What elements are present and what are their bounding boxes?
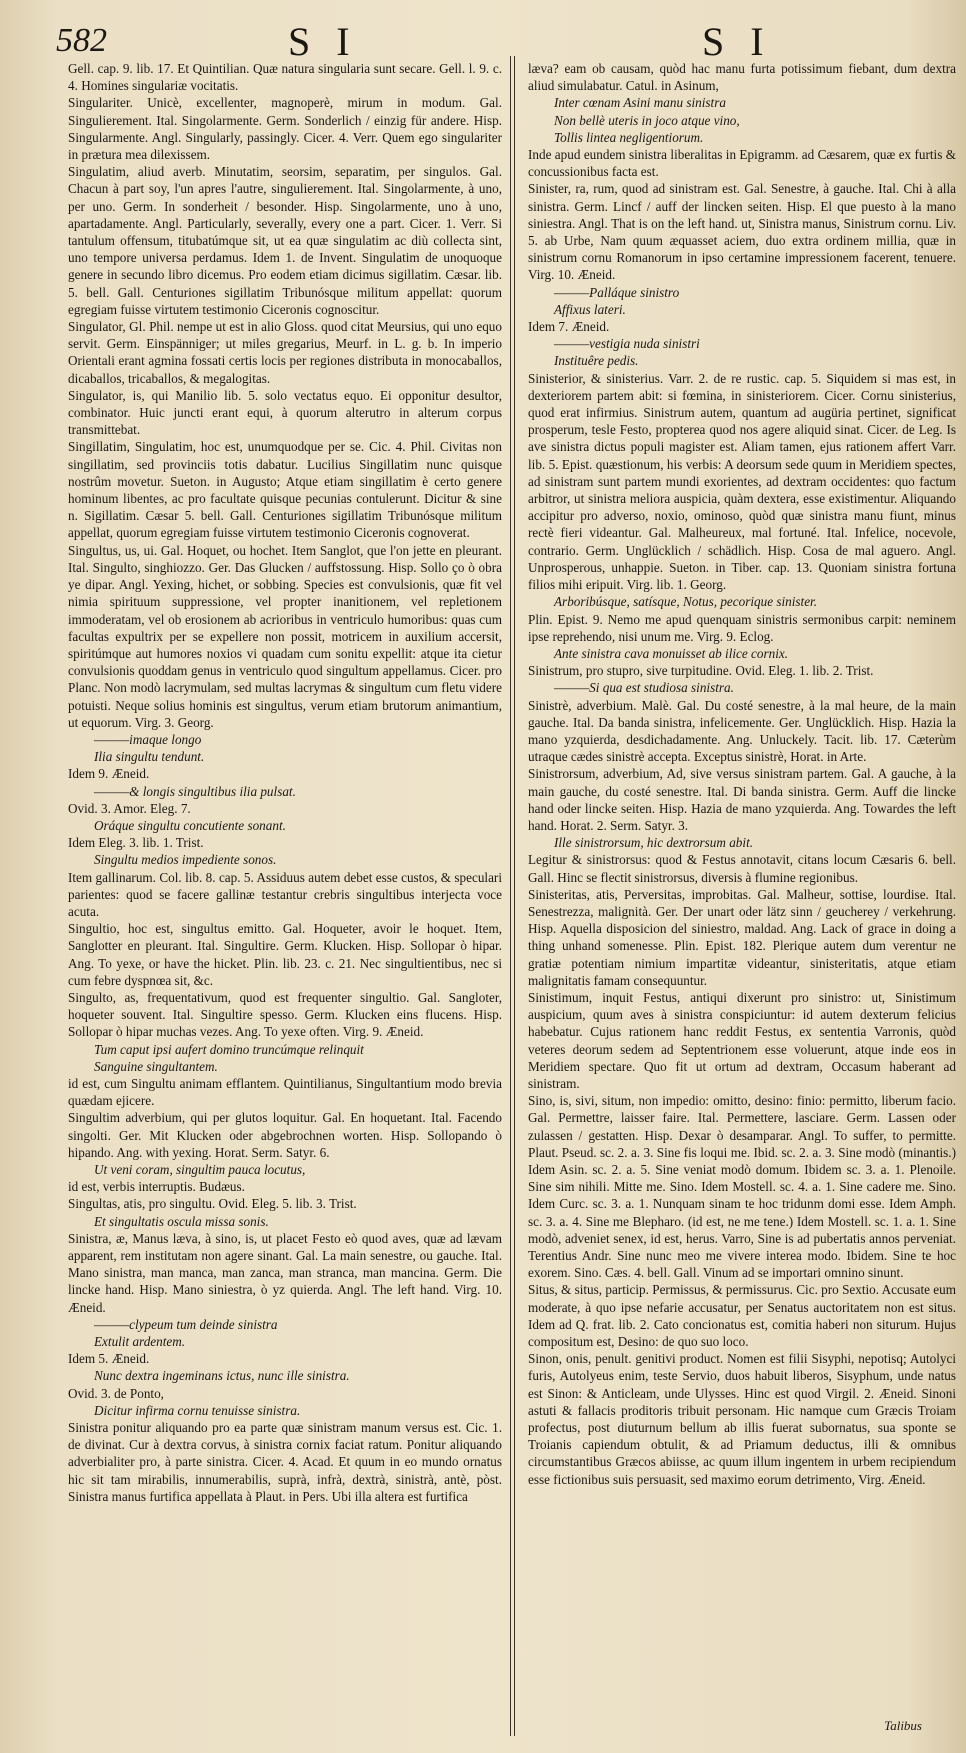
verse: Extulit ardentem. — [94, 1334, 186, 1350]
verse: Affixus lateri. — [554, 301, 626, 317]
entry: Singultio, hoc est, singultus emitto. Gal. Hoqueter, avoir le hoquet. Item, Sanglotter en pleurant. Ital. Singultire. Germ. Klucken. Hisp. Sollopar ò hipar. Ang. To yexe, or have the hicket. Plin. lib. 23. c. 21. Nec singultientibus, nec si cum febre dyspnœa sit, &c. — [68, 921, 502, 988]
verse: Oráque singultu concutiente sonant. — [94, 817, 286, 833]
verse: ———vestigia nuda sinistri — [554, 336, 700, 352]
entry: Ovid. 3. Amor. Eleg. 7. — [68, 800, 191, 816]
entry: Sinistrè, adverbium. Malè. Gal. Du costé senestre, à la mal heure, de la main gauche. Ital. Da banda sinistra, infelicemente. Ger. Unglücklich. Hisp. Hazia la mano yzquierda, desdichadamente. Ang. Unluckely. Tacit. lib. 17. Cæterùm utraque cædes sinistrè accepta. Exceptus sinistrè, Horat. in Arte. — [528, 697, 956, 765]
verse: ———& longis singultibus ilia pulsat. — [94, 783, 296, 799]
page-number: 582 — [56, 22, 107, 59]
verse: Non bellè uteris in joco atque vino, — [554, 112, 740, 128]
column-rule — [510, 56, 515, 1736]
verse: Arboribúsque, satísque, Notus, pecorique sinister. — [554, 594, 818, 610]
verse: ———Si qua est studiosa sinistra. — [554, 680, 734, 696]
entry: Idem 9. Æneid. — [68, 766, 150, 782]
left-column — [68, 60, 502, 1740]
entry: id est, cum Singultu animam efflantem. Quintilianus, Singultantium modo brevia quædam ejicere. — [68, 1075, 502, 1109]
catchword: Talibus — [884, 1718, 922, 1733]
entry: Sinon, onis, penult. genitivi product. Nomen est filii Sisyphi, nepotisq; Autolyci furis, Autolyeus enim, teste Servio, duos habuit liberos, Sisyphum, unde natus est Sinon: & Anticleam, unde Ulysses. Hinc est quod Virgil. 2. Æneid. Sinoni astuti & fallacis proditoris tribuit personam. Hic namque cum Græcis Troiam profectus, post diuturnum bellum ab illis fuerat subornatus, sua sponte se Troianis capiendum obtulit, & ad Priamum deductus, illi & omnibus circumstantibus Græcos abiisse, ac quum illum ingentem in urbem recipiendum esse fictionibus suis persuasit, sed maximo eorum detrimento, Virg. Æneid. — [528, 1351, 956, 1487]
verse: Et singultatis oscula missa sonis. — [94, 1213, 269, 1229]
entry: Idem Eleg. 3. lib. 1. Trist. — [68, 835, 204, 851]
entry: Sinisterior, & sinisterius. Varr. 2. de re rustic. cap. 5. Siquidem si mas est, in dexteriorem partem abit: si fœmina, in sinisteriorem. Cicer. Cornu sinisterius, quod erat infirmius. Sinistrum autem, quantum ad augüria pertinet, significat prosperum, tesle Festo, propterea quod nos agere aliquid sinat. Cicer. de Leg. Is ave sinistra dictus populi magister est. Aliam tamen, ejus rationem affert Varr. lib. 5. Epist. quæstionum, his verbis: A deorsum sede quum in Meridiem spectes, ad sinistram sunt partem mundi exorientes, ad dextram occidentes: quo factum arbitror, ut sinistra meliora auspicia, quàm dextera, esse existimentur. Aliquando accipitur pro adverso, noxio, ominoso, quòd quæ sinistra manu fiunt, minus rectè fieri videantur. Gal. Malheureux, mal fortuné. Ital. Infelice, nocevole, contrario. Germ. Unglücklich / schädlich. Hisp. Cosa de mal aguero. Angl. Unprosperous, unhappie. Sueton. in Tiber. cap. 13. Quoniam sinistra fortuna filios mihi eripuit. Virg. lib. 1. Georg. — [528, 370, 956, 593]
entry: Sinistra, æ, Manus læva, à sino, is, ut placet Festo eò quod aves, quæ ad lævam apparent, rem institutam non agere sinant. Gal. La main senestre, ou gauche. Ital. Mano sinistra, man manca, man zanca, man stranca, man mancina. Germ. Die lincke hand. Hisp. Mano siniestra, ò yz quierda. Angl. The left hand. Virg. 10. Æneid. — [68, 1230, 502, 1315]
entry: Singulator, is, qui Manilio lib. 5. solo vectatus equo. Ei opponitur desultor, combinator. Huic juncti erant equi, à quorum alterutro in alterum corpus transmittebat. — [68, 387, 502, 438]
entry: Item gallinarum. Col. lib. 8. cap. 5. Assiduus autem debet esse custos, & speculari parientes: quod se facere gallinæ testantur crebris singultibus interjecta voce acuta. — [68, 869, 502, 919]
entry: læva? eam ob causam, quòd hac manu furta potissimum fiebant, dum dextra aliud simulabatur. Catul. in Asinum, — [528, 61, 956, 94]
verse: Ilia singultu tendunt. — [94, 749, 205, 765]
running-head-right: S I — [702, 19, 772, 64]
entry: Singulto, as, frequentativum, quod est frequenter singultio. Gal. Sangloter, hoqueter souvent. Ital. Singultire spesso. Germ. Klucken eins flucens. Hisp. Sollopar ò hipar muchas vezes. Ang. To yexe often. Virg. 9. Æneid. — [68, 989, 502, 1040]
entry: id est, verbis interruptis. Budæus. — [68, 1179, 245, 1195]
entry: Sinistra ponitur aliquando pro ea parte quæ sinistram manum versus est. Cic. 1. de divinat. Cur à dextra corvus, à sinistra cornix faciat ratum. Ponitur aliquando adverbialiter pro, à parte sinistra. Cicer. 4. Acad. Et quum in eo mundo ornatus hic sit tam mirabilis, innumerabilis, suprà, infrà, dextrà, sinistrà, antè, pòst. Sinistra manus furtifica appellata à Plaut. in Pers. Ubi illa altera est furtifica — [68, 1420, 502, 1504]
verse: Sanguine singultantem. — [94, 1058, 218, 1074]
verse: Tum caput ipsi aufert domino truncúmque relinquit — [94, 1041, 364, 1057]
verse: Ille sinistrorsum, hic dextrorsum abit. — [554, 835, 754, 851]
entry: Singulator, Gl. Phil. nempe ut est in alio Gloss. quod citat Meursius, qui uno equo servit. Germ. Einspänniger; ut miles gregarius, Meurf. in L. g. b. In imperio Orientali erant agmina fossati certis locis per regiones distributa in monocaballos, dicaballos, tricaballos, & megalogitas. — [68, 319, 502, 386]
entry: Idem 5. Æneid. — [68, 1351, 150, 1367]
running-head-left: S I — [288, 19, 358, 64]
entry: Ovid. 3. de Ponto, — [68, 1385, 164, 1401]
entry: Legitur & sinistrorsus: quod & Festus annotavit, citans locum Cæsaris 6. bell. Gall. Hinc se flectit sinistrorsus, diversis à flumine regionibus. — [528, 852, 956, 885]
entry: Sinistrorsum, adverbium, Ad, sive versus sinistram partem. Gal. A gauche, à la main gauche, du costé senestre. Ital. Di banda sinistra. Germ. Auff die lincke hand oder lincke seiten. Hisp. Hazia de mano yzquierda. Ang. Towardes the left hand. Horat. 2. Serm. Satyr. 3. — [528, 766, 956, 833]
verse: ———Palláque sinistro — [554, 284, 680, 300]
entry: Sinistimum, inquit Festus, antiqui dixerunt pro sinistro: ut, Sinistimum auspicium, quum aves à sinistra conspiciuntur: id autem dexterum felicius habebatur. Cujus rationem hanc reddit Festus, ex sententia Varronis, quòd veteres deorum sedem ad Septentrionem esse voluerunt, atque inde eos in Meridiem spectare. Quo fit ut ortum ad dextram, Occasum haberant ad sinistram. — [528, 989, 956, 1091]
verse: Singultu medios impediente sonos. — [94, 852, 277, 868]
verse: Instituêre pedis. — [554, 353, 639, 369]
entry: Singultas, atis, pro singultu. Ovid. Eleg. 5. lib. 3. Trist. — [68, 1196, 357, 1212]
verse: Nunc dextra ingeminans ictus, nunc ille sinistra. — [94, 1368, 350, 1384]
entry: Singillatim, Singulatim, hoc est, unumquodque per se. Cic. 4. Phil. Civitas non singillatim, sed provinciis totis dabatur. Lucilius Singillatim nunc quisque nostrûm movetur. Sueton. in Augusto; Atque etiam singillatim è certo genere hominum libentes, ac pro facultate quisque pecunias contulerunt. Dicitur & sine n. Sigillatim. Cæsar 5. bell. Gall. Centuriones sigillatim Tribunósque militum appellat, quorum egregiam fuisse virtutem testimonio Ciceronis cognoverat. — [68, 439, 502, 541]
entry: Gell. cap. 9. lib. 17. Et Quintilian. Quæ natura singularia sunt secare. Gell. l. 9. c. 4. Homines singulariæ vocitatis. — [68, 61, 502, 94]
entry: Sinisteritas, atis, Perversitas, improbitas. Gal. Malheur, sottise, lourdise. Ital. Senestrezza, malignità. Ger. Der unart oder lätz sinn / geucherey / verkehrung. Hisp. Aquella disposicion del siniestro, maldad. Ang. Lack of grace in doing a thing unhand somenesse. Plin. Epist. 182. Plerique autem dum verentur ne gratiæ potentiam nimium impartitæ videantur, sinisteritatis, atque etiam malignitatis famam consequuntur. — [528, 886, 956, 988]
entry: Idem 7. Æneid. — [528, 319, 610, 335]
entry: Inde apud eundem sinistra liberalitas in Epigramm. ad Cæsarem, quæ ex furtis & concussionibus facta est. — [528, 147, 956, 180]
right-column — [528, 60, 956, 1740]
verse: Tollis lintea negligentiorum. — [554, 129, 704, 145]
entry: Situs, & situs, particip. Permissus, & permissurus. Cic. pro Sextio. Accusate eum moderate, à quo ipse nefarie accusatur, per Senatus auctoritatem non est situs. Idem ad Q. frat. lib. 2. Cato concionatus est, comitia haberi non siturum. Hujus compositum est, Desino: de quo suo loco. — [528, 1282, 956, 1350]
entry: Singulariter. Unicè, excellenter, magnoperè, mirum in modum. Gal. Singulierement. Ital. Singolarmente. Germ. Sonderlich / einzig für andere. Hisp. Singularmente. Angl. Singularly, passingly. Cicer. 4. Verr. Quem ego singulariter in prætura mea dilexissem. — [68, 95, 502, 163]
entry: Plin. Epist. 9. Nemo me apud quenquam sinistris sermonibus carpit: neminem ipse reprehendo, nisi unum me. Virg. 9. Eclog. — [528, 611, 956, 644]
entry: Singulatim, aliud averb. Minutatim, seorsim, separatim, per singulos. Gal. Chacun à part soy, l'un apres l'autre, singulierement. Ital. Singolarmente, à uno, per uno. Germ. In sonderheit / besonder. Hisp. Singolarmente, uno à uno, apartadamente. Angl. Particularly, severally, every one a part. Cicer. 1. Verr. Si tantulum offensum, titubatúmque sit, ut ea quæ singulatim ac diù collecta sint, uno tempore universa perdamus. Idem 1. de Invent. Singulatim de unoquoque genere in secundo libro dicemus. Pro eodem etiam dicimus sigillatim. Cæsar. lib. 5. bell. Gall. Centuriones sigillatim Tribunósque militum appellat: quorum egregiam fuisse virtutem testimonio Ciceronis cognoscitur. — [68, 164, 502, 317]
entry: Singultus, us, ui. Gal. Hoquet, ou hochet. Item Sanglot, que l'on jette en pleurant. Ital. Singulto, singhiozzo. Ger. Das Glucken / auffstossung. Hisp. Sollo ço ò obra ye dipar. Angl. Yexing, hichet, or sobbing. Species est convulsionis, quæ fit vel nimia spirituum suppressione, vel propter inanitionem, vel repletionem immoderatam, vel ob erosionem ab acrioribus in ventriculo humoribus: quas cum facultas expultrix per se expellere non possit, motricem in auxilium accersit, spiritúmque aut humores noxios vi quadam cum sonitu expellit: atque ita cietur convulsionis quoddam genus in ventriculo quod singultum appellamus. Cicer. pro Planc. Non modò lacrymulam, sed multas lacrymas & singultum cum fletu videre potuisti. Neque solius hominis est singultus, verum etiam brutorum animantium, ut equorum. Virg. 3. Georg. — [68, 542, 502, 730]
verse: Ut veni coram, singultim pauca locutus, — [94, 1162, 306, 1177]
entry: Sino, is, sivi, situm, non impedio: omitto, desino: finio: permitto, liberum facio. Gal. Permettre, laisser faire. Ital. Permettere, lasciare. Germ. Lassen oder zulassen / gestatten. Hisp. Dexar ò desamparar. Angl. To suffer, to permitte. Plaut. Pseud. sc. 2. a. 3. Sine fis loqui me. Ibid. sc. 2. a. 3. Sine modò (minantis.) Idem Asin. sc. 2. a. 5. Sine veniat modò domum. Ibidem sc. 3. a. 1. Plenoile. Sine sim nihili. Mitte me. Sino. Idem Mostell. sc. 4. a. 1. Sine cadere me. Sino. Idem Curc. sc. 3. a. 1. Nunquam sinam te hoc tridunm domi esse. Idem Amph. sc. 3. a. 4. Sine me Blepharo. (id est, ne me tene.) Idem Mostell. sc. 1. a. 1. Sine modò, adveniet senex, id est, herus. Varro, Sine is ad pubertatis annos perveniat. Terentius Andr. Sine nunc meo me vivere interea modo. Ibidem. Sine te hoc exorem. Sino. Cæs. 4. bell. Gall. Vinum ad se importari omnino sinunt. — [528, 1093, 956, 1281]
verse: ———clypeum tum deinde sinistra — [94, 1316, 278, 1332]
entry: Singultim adverbium, qui per glutos loquitur. Gal. En hoquetant. Ital. Facendo singolti. Ger. Mit Klucken oder abgebrochnen worten. Hisp. Sollopando ò hipando. Ang. with yexing. Horat. Serm. Satyr. 6. — [68, 1110, 502, 1160]
verse: Ante sinistra cava monuisset ab ilice cornix. — [554, 645, 789, 661]
verse: ———imaque longo — [94, 731, 202, 747]
verse: Dicitur infirma cornu tenuisse sinistra. — [94, 1402, 301, 1418]
verse: Inter cœnam Asini manu sinistra — [554, 95, 726, 111]
entry: Sinister, ra, rum, quod ad sinistram est. Gal. Senestre, à gauche. Ital. Chi à alla sinistra. Germ. Lincf / auff der lincken seiten. Hisp. El que puesto à la mano siniestra. Angl. That is on the left hand. ut, Sinistra manus, Sinistrum cornu. Liv. 5. ab Urbe, Nam quum æquasset aciem, duo extra ordinem millia, quæ in sinistrum cornu Romanorum in ipso certamine impressionem facerent, tenuere. Virg. 10. Æneid. — [528, 181, 956, 283]
entry: Sinistrum, pro stupro, sive turpitudine. Ovid. Eleg. 1. lib. 2. Trist. — [528, 663, 874, 679]
